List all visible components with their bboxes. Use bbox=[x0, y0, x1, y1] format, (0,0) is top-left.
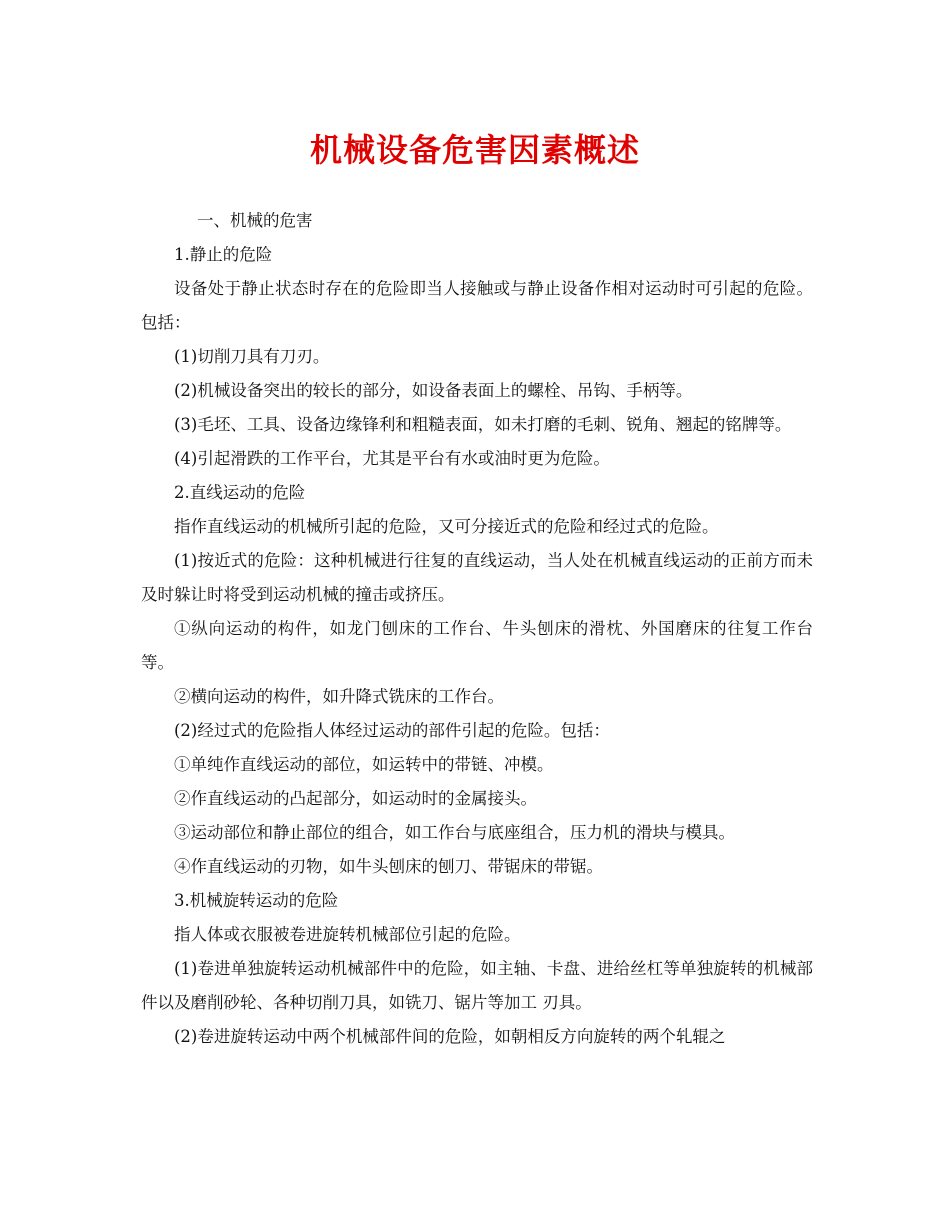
document-body bbox=[141, 204, 813, 1054]
paragraph: 指作直线运动的机械所引起的危险，又可分接近式的危险和经过式的危险。 bbox=[174, 517, 719, 536]
list-item: (1)切削刀具有刀刃。 bbox=[174, 347, 330, 366]
paragraph: 指人体或衣服被卷进旋转机械部位引起的危险。 bbox=[174, 925, 521, 944]
list-item: (1)按近式的危险：这种机械进行往复的直线运动，当人处在机械直线运动的正前方而未及时躲让时将受到运动机械的撞击或挤压。 bbox=[141, 551, 813, 604]
list-item: ④作直线运动的刃物，如牛头刨床的刨刀、带锯床的带锯。 bbox=[174, 857, 603, 876]
list-item: ①单纯作直线运动的部位，如运转中的带链、冲模。 bbox=[174, 755, 554, 774]
subsection-heading: 2.直线运动的危险 bbox=[174, 483, 306, 502]
list-item: (2)经过式的危险指人体经过运动的部件引起的危险。包括： bbox=[174, 721, 610, 740]
list-item: ③运动部位和静止部位的组合，如工作台与底座组合，压力机的滑块与模具。 bbox=[174, 823, 735, 842]
list-item: (1)卷进单独旋转运动机械部件中的危险，如主轴、卡盘、进给丝杠等单独旋转的机械部件以及磨削砂轮、各种切削刀具，如铣刀、锯片等加工 刃具。 bbox=[141, 959, 813, 1012]
section-heading-1: 一、机械的危害 bbox=[197, 211, 313, 230]
list-item: ②横向运动的构件，如升降式铣床的工作台。 bbox=[174, 687, 504, 706]
list-item: (2)卷进旋转运动中两个机械部件间的危险，如朝相反方向旋转的两个轧辊之 bbox=[174, 1027, 726, 1046]
document-title: 机械设备危害因素概述 bbox=[309, 131, 640, 169]
list-item: (3)毛坯、工具、设备边缘锋利和粗糙表面，如未打磨的毛刺、锐角、翘起的铭牌等。 bbox=[174, 415, 792, 434]
subsection-heading: 3.机械旋转运动的危险 bbox=[174, 891, 339, 910]
subsection-heading: 1.静止的危险 bbox=[174, 245, 273, 264]
list-item: ①纵向运动的构件，如龙门刨床的工作台、牛头刨床的滑枕、外国磨床的往复工作台等。 bbox=[141, 619, 813, 672]
list-item: (4)引起滑跌的工作平台，尤其是平台有水或油时更为危险。 bbox=[174, 449, 610, 468]
list-item: ②作直线运动的凸起部分，如运动时的金属接头。 bbox=[174, 789, 537, 808]
paragraph: 设备处于静止状态时存在的危险即当人接触或与静止设备作相对运动时可引起的危险。包括： bbox=[141, 279, 813, 332]
list-item: (2)机械设备突出的较长的部分，如设备表面上的螺栓、吊钩、手柄等。 bbox=[174, 381, 693, 400]
